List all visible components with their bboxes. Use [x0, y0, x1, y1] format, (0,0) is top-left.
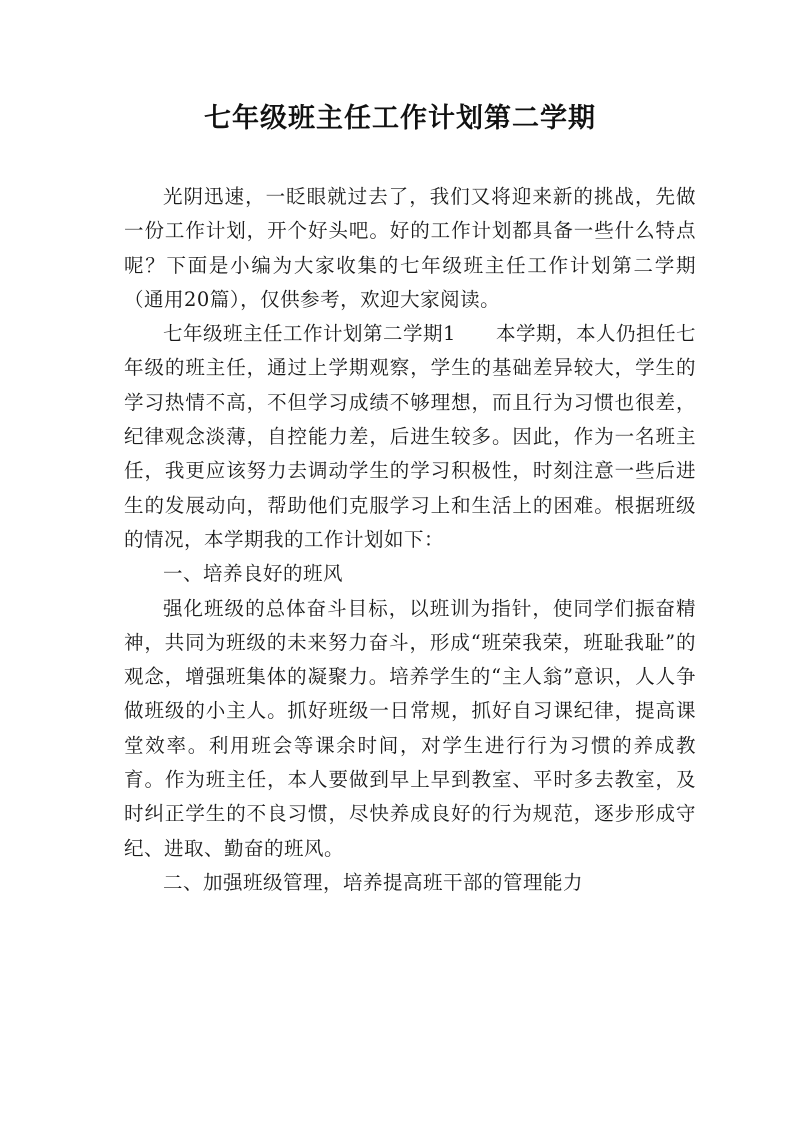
intro-paragraph: 光阴迅速，一眨眼就过去了，我们又将迎来新的挑战，先做一份工作计划，开个好头吧。好的工作计划都具备一些什么特点呢？下面是小编为大家收集的七年级班主任工作计划第二学期（通用20篇），仅供参考，欢迎大家阅读。: [124, 185, 696, 311]
document-body: [124, 180, 696, 900]
section-heading-2: 二、加强班级管理，培养提高班干部的管理能力: [163, 870, 584, 894]
section-heading-1: 一、培养良好的班风: [163, 562, 344, 586]
plan-1-paragraph: 七年级班主任工作计划第二学期1 本学期，本人仍担任七年级的班主任，通过上学期观察，学生的基础差异较大，学生的学习热情不高，不但学习成绩不够理想，而且行为习惯也很差，纪律观念淡薄，自控能力差，后进生较多。因此，作为一名班主任，我更应该努力去调动学生的学习积极性，时刻注意一些后进生的发展动向，帮助他们克服学习上和生活上的困难。根据班级的情况，本学期我的工作计划如下：: [124, 322, 696, 551]
document-title: 七年级班主任工作计划第二学期: [204, 103, 596, 134]
section-1-paragraph: 强化班级的总体奋斗目标，以班训为指针，使同学们振奋精神，共同为班级的未来努力奋斗，形成“班荣我荣，班耻我耻”的观念，增强班集体的凝聚力。培养学生的“主人翁”意识，人人争做班级的小主人。抓好班级一日常规，抓好自习课纪律，提高课堂效率。利用班会等课余时间，对学生进行行为习惯的养成教育。作为班主任，本人要做到早上早到教室、平时多去教室，及时纠正学生的不良习惯，尽快养成良好的行为规范，逐步形成守纪、进取、勤奋的班风。: [124, 596, 696, 860]
